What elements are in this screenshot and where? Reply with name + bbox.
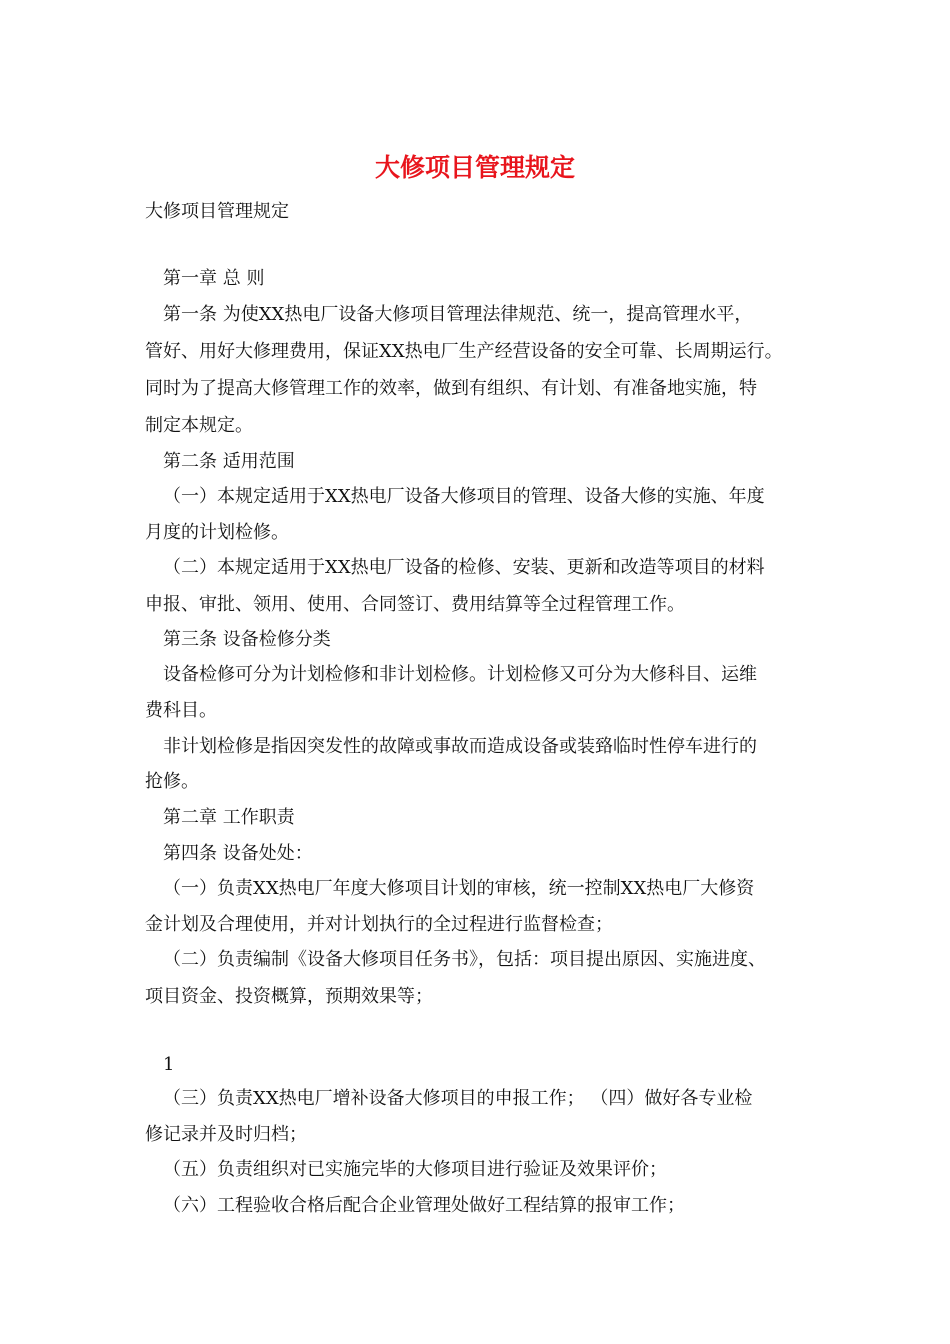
page-number: 1	[163, 1054, 175, 1075]
clause-line: （一）本规定适用于XX热电厂设备大修项目的管理、设备大修的实施、年度	[163, 486, 765, 507]
paragraph-line: 非计划检修是指因突发性的故障或事故而造成设备或装臵临时性停车进行的	[163, 736, 757, 757]
paragraph-line: 项目资金、投资概算，预期效果等；	[145, 986, 433, 1007]
article-heading: 第一条 为使XX热电厂设备大修项目管理法律规范、统一，提高管理水平，	[163, 304, 753, 325]
paragraph-line: 管好、用好大修理费用，保证XX热电厂生产经营设备的安全可靠、长周期运行。	[145, 341, 783, 362]
chapter-heading: 第二章 工作职责	[163, 807, 295, 828]
clause-line: （二）本规定适用于XX热电厂设备的检修、安装、更新和改造等项目的材料	[163, 557, 765, 578]
article-heading: 第二条 适用范围	[163, 451, 295, 472]
paragraph-line: 同时为了提高大修管理工作的效率，做到有组织、有计划、有准备地实施，特	[145, 378, 757, 399]
paragraph-line: 金计划及合理使用，并对计划执行的全过程进行监督检查；	[145, 914, 613, 935]
article-heading: 第四条 设备处处：	[163, 843, 313, 864]
paragraph-line: 修记录并及时归档；	[145, 1124, 307, 1145]
chapter-heading: 第一章 总 则	[163, 268, 265, 289]
clause-line: （一）负责XX热电厂年度大修项目计划的审核，统一控制XX热电厂大修资	[163, 878, 755, 899]
document-title: 大修项目管理规定	[374, 153, 575, 182]
paragraph-line: 月度的计划检修。	[145, 522, 289, 543]
paragraph-line: 抢修。	[145, 771, 199, 792]
article-heading: 第三条 设备检修分类	[163, 629, 331, 650]
clause-line: （五）负责组织对已实施完毕的大修项目进行验证及效果评价；	[163, 1159, 667, 1180]
paragraph-line: 费科目。	[145, 700, 217, 721]
clause-line: （二）负责编制《设备大修项目任务书》，包括：项目提出原因、实施进度、	[163, 949, 766, 970]
paragraph-line: 申报、审批、领用、使用、合同签订、费用结算等全过程管理工作。	[145, 594, 685, 615]
clause-line: （六）工程验收合格后配合企业管理处做好工程结算的报审工作；	[163, 1195, 685, 1216]
paragraph-line: 制定本规定。	[145, 415, 253, 436]
document-subtitle: 大修项目管理规定	[145, 201, 289, 222]
paragraph-line: 设备检修可分为计划检修和非计划检修。计划检修又可分为大修科目、运维	[163, 664, 757, 685]
clause-line: （三）负责XX热电厂增补设备大修项目的申报工作； （四）做好各专业检	[163, 1088, 753, 1109]
